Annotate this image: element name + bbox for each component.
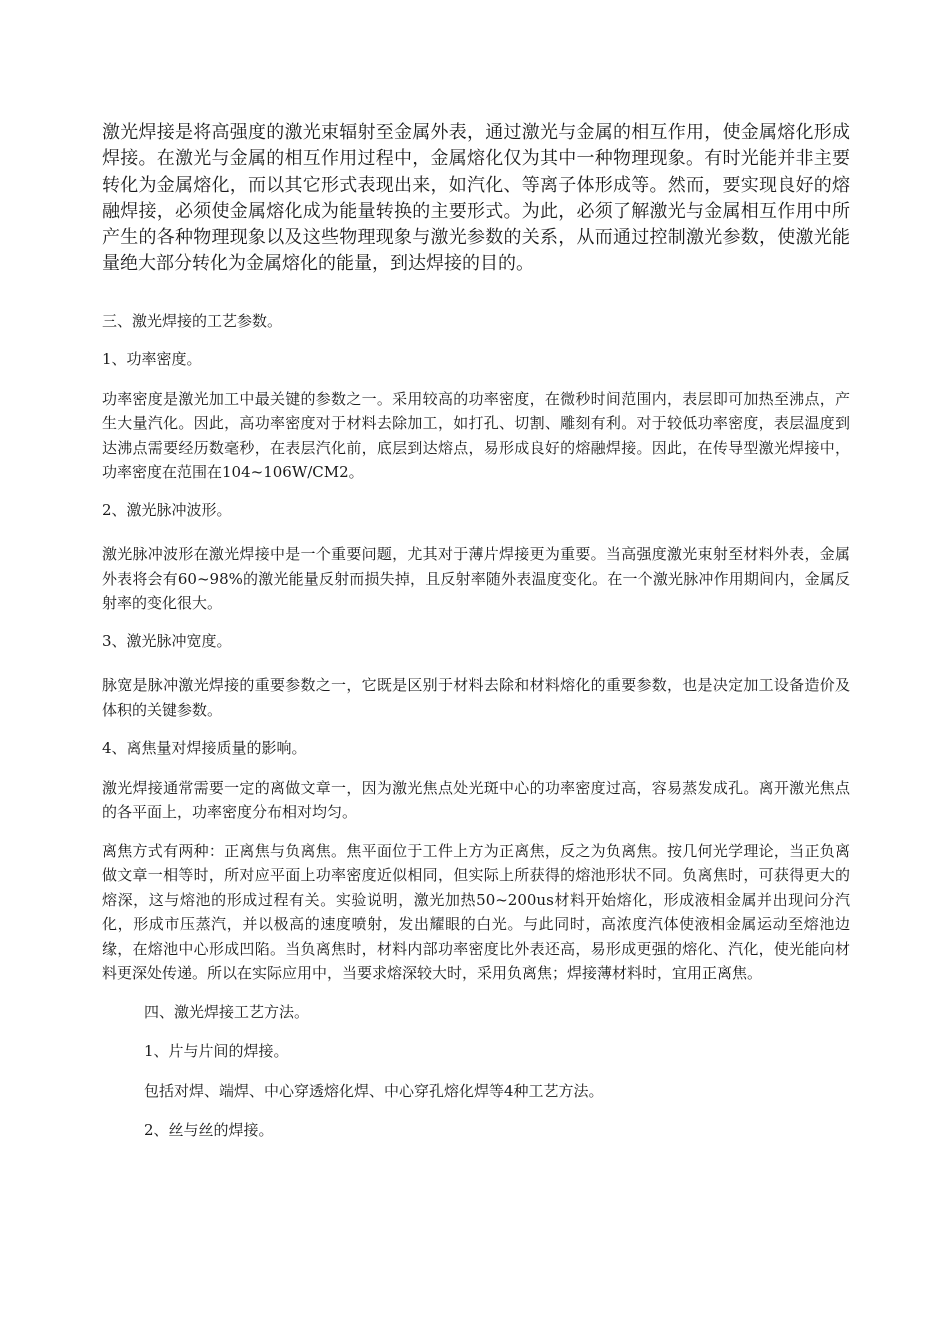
section-3-item-1-text: 功率密度是激光加工中最关键的参数之一。采用较高的功率密度，在微秒时间范围内，表层即可加热至沸点，产生大量汽化。因此，高功率密度对于材料去除加工，如打孔、切割、雕刻有利。对于较低功率密度，表层温度到达沸点需要经历数毫秒，在表层汽化前，底层到达熔点，易形成良好的熔融焊接。因此，在传导型激光焊接中，功率密度在范围在104~106W/CM2。	[102, 389, 850, 482]
document-page	[102, 120, 850, 1143]
section-3-item-4-text-1: 激光焊接通常需要一定的离做文章一，因为激光焦点处光斑中心的功率密度过高，容易蒸发成孔。离开激光焦点的各平面上，功率密度分布相对均匀。	[102, 778, 850, 822]
section-3-item-3-text: 脉宽是脉冲激光焊接的重要参数之一，它既是区别于材料去除和材料熔化的重要参数，也是决定加工设备造价及体积的关键参数。	[102, 676, 850, 719]
section-4-item-1-heading: 1、片与片间的焊接。	[144, 1042, 289, 1061]
section-3-item-1-heading: 1、功率密度。	[102, 350, 202, 369]
section-3-item-2-text: 激光脉冲波形在激光焊接中是一个重要问题，尤其对于薄片焊接更为重要。当高强度激光束射至材料外表，金属外表将会有60~98%的激光能量反射而损失掉，且反射率随外表温度变化。在一个激光脉冲作用期间内，金属反射率的变化很大。	[102, 545, 850, 613]
section-3-item-4-heading: 4、离焦量对焊接质量的影响。	[102, 739, 307, 758]
section-4-title: 四、激光焊接工艺方法。	[144, 1002, 310, 1021]
section-3-item-4-text-2: 离焦方式有两种：正离焦与负离焦。焦平面位于工件上方为正离焦，反之为负离焦。按几何光学理论，当正负离做文章一相等时，所对应平面上功率密度近似相同，但实际上所获得的熔池形状不同。负离焦时，可获得更大的熔深，这与熔池的形成过程有关。实验说明，激光加热50~200us材料开始熔化，形成液相金属并出现问分汽化，形成市压蒸汽，并以极高的速度喷射，发出耀眼的白光。与此同时，高浓度汽体使液相金属运动至熔池边缘，在熔池中心形成凹陷。当负离焦时，材料内部功率密度比外表还高，易形成更强的熔化、汽化，使光能向材料更深处传递。所以在实际应用中，当要求熔深较大时，采用负离焦；焊接薄材料时，宜用正离焦。	[102, 841, 850, 983]
section-3-item-2-heading: 2、激光脉冲波形。	[102, 500, 232, 519]
section-3-title: 三、激光焊接的工艺参数。	[102, 311, 283, 330]
section-3-item-3-heading: 3、激光脉冲宽度。	[102, 631, 232, 650]
section-4-item-1-text: 包括对焊、端焊、中心穿透熔化焊、中心穿孔熔化焊等4种工艺方法。	[144, 1081, 604, 1100]
section-4-item-2-heading: 2、丝与丝的焊接。	[144, 1121, 274, 1140]
intro-paragraph: 激光焊接是将高强度的激光束辐射至金属外表，通过激光与金属的相互作用，使金属熔化形成焊接。在激光与金属的相互作用过程中，金属熔化仅为其中一种物理现象。有时光能并非主要转化为金属熔化，而以其它形式表现出来，如汽化、等离子体形成等。然而，要实现良好的熔融焊接，必须使金属熔化成为能量转换的主要形式。为此，必须了解激光与金属相互作用中所产生的各种物理现象以及这些物理现象与激光参数的关系，从而通过控制激光参数，使激光能量绝大部分转化为金属熔化的能量，到达焊接的目的。	[102, 122, 850, 275]
